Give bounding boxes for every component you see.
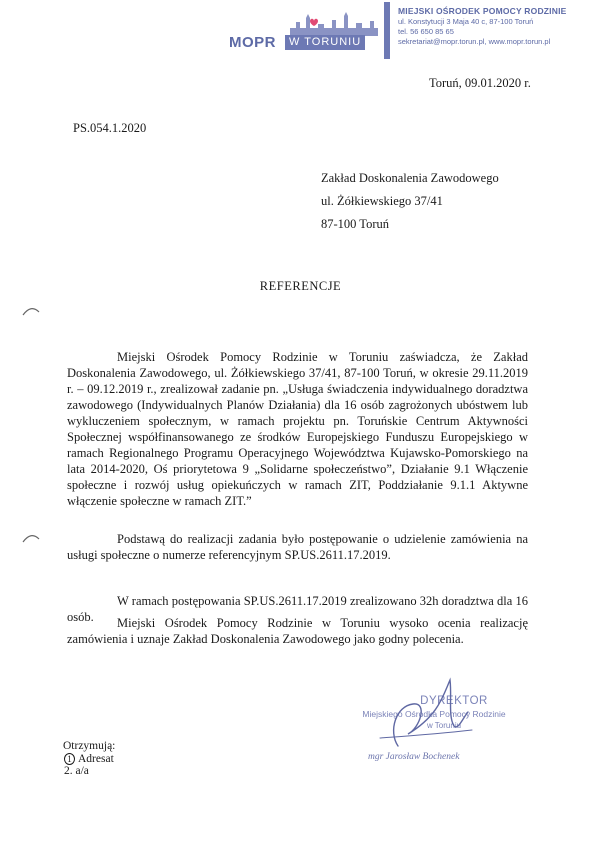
list-item bbox=[63, 765, 115, 778]
punch-mark-icon bbox=[22, 533, 40, 543]
recipient-label: Adresat bbox=[78, 752, 114, 765]
recipients-list bbox=[63, 740, 115, 778]
punch-mark-icon bbox=[22, 306, 40, 316]
organization-name: MIEJSKI OŚRODEK POMOCY RODZINIE bbox=[398, 6, 567, 16]
logo-city-label: W TORUNIU bbox=[285, 35, 365, 50]
body-paragraph: Podstawą do realizacji zadania było postępowanie o udzielenie zamówienia na usługi społeczne o numerze referencyjnym SP.US.2611.17.2019. bbox=[67, 532, 528, 562]
stamp-title: DYREKTOR bbox=[420, 695, 488, 707]
body-paragraph: W ramach postępowania SP.US.2611.17.2019 zrealizowano 32h doradztwa dla 16 osób. bbox=[67, 594, 528, 624]
letterhead-divider bbox=[384, 2, 390, 59]
letter-title: REFERENCJE bbox=[259, 279, 342, 293]
list-item bbox=[63, 753, 115, 766]
recipient-name: Zakład Doskonalenia Zawodowego bbox=[321, 171, 499, 185]
letter-date: Toruń, 09.01.2020 r. bbox=[429, 76, 531, 90]
organization-contact: sekretariat@mopr.torun.pl, www.mopr.torun.pl bbox=[398, 37, 551, 46]
body-paragraph: Miejski Ośrodek Pomocy Rodzinie w Toruniu wysoko ocenia realizację zamówienia i uznaje Zakład Doskonalenia Zawodowego jako godny polecenia. bbox=[67, 616, 528, 646]
handwritten-signature-icon bbox=[368, 676, 478, 748]
letterhead-contact-block bbox=[398, 6, 598, 47]
body-paragraph: Miejski Ośrodek Pomocy Rodzinie w Toruniu zaświadcza, że Zakład Doskonalenia Zawodowego, ul. Żółkiewskiego 37/41, 87-100 Toruń, w okresie 29.11.2019 r. – 09.12.2019 r., zrealizował zadanie pn. „Usługa świadczenia indywidualnego doradztwa zawodowego (Indywidualnych Planów Działania) dla 16 osób zagrożonych ubóstwem lub wykluczeniem społecznym, w ramach projektu pn. Toruńskie Centrum Aktywności Społecznej współfinansowanego ze środków Europejskiego Funduszu Europejskiego w ramach Regionalnego Programu Operacyjnego Województwa Kujawsko-Pomorskiego na lata 2014-2020, Oś priorytetowa 9 „Solidarne społeczeństwo”, Działanie 9.1 Włączenie społeczne i rozwój usług opiekuńczych w ramach ZIT, Poddziałanie 9.1.1 Aktywne włączenie społeczne w ramach ZIT.” bbox=[67, 350, 528, 508]
recipient-number: 2. bbox=[64, 765, 73, 777]
reference-number: PS.054.1.2020 bbox=[73, 121, 147, 135]
recipient-street: ul. Żółkiewskiego 37/41 bbox=[321, 194, 443, 208]
stamp-city: w Toruniu bbox=[426, 721, 462, 730]
signer-name: mgr Jarosław Bochenek bbox=[368, 752, 460, 762]
stamp-organization: Miejskiego Ośrodka Pomocy Rodzinie bbox=[362, 709, 506, 719]
organization-address: ul. Konstytucji 3 Maja 40 c, 87-100 Toruń bbox=[398, 17, 534, 26]
recipient-number: 1 bbox=[64, 753, 75, 765]
recipient-city: 87-100 Toruń bbox=[321, 217, 389, 231]
recipient-address bbox=[321, 167, 499, 236]
recipient-label: a/a bbox=[75, 765, 89, 777]
recipients-heading: Otrzymują: bbox=[63, 740, 116, 752]
organization-phone: tel. 56 650 85 65 bbox=[398, 27, 454, 36]
city-skyline-logo-icon bbox=[290, 12, 378, 36]
logo-wordmark: MOPR bbox=[229, 34, 276, 51]
